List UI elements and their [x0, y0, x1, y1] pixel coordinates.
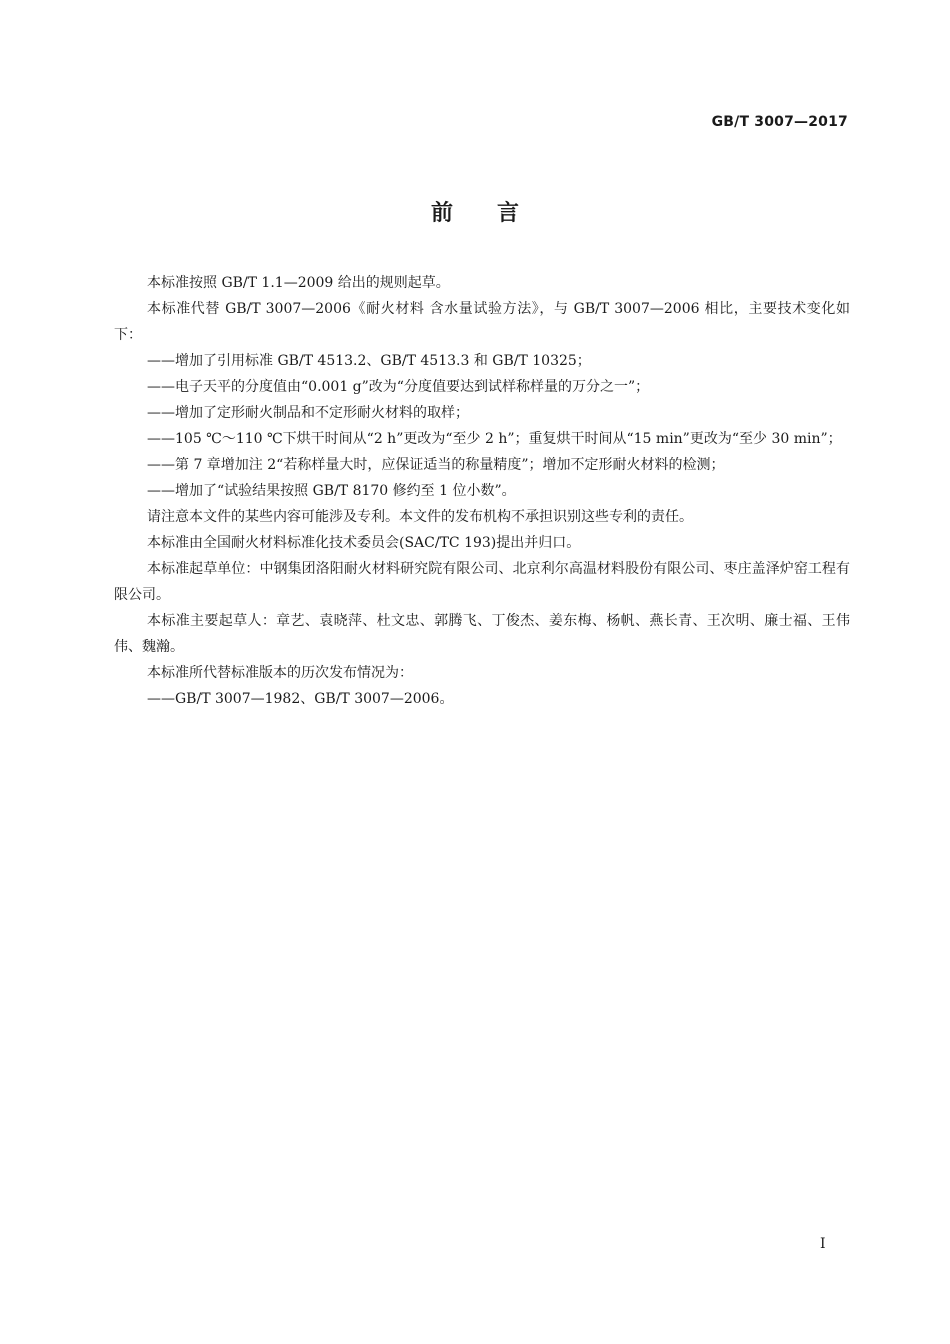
history-item-text: ——GB/T 3007—1982、GB/T 3007—2006。 [147, 691, 454, 707]
change-item-text: ——增加了定形耐火制品和不定形耐火材料的取样； [147, 405, 469, 421]
change-item-text: ——电子天平的分度值由“0.001 g”改为“分度值要达到试样称样量的万分之一”； [147, 379, 650, 395]
paragraph-drafters: 本标准主要起草人：章艺、袁晓萍、杜文忠、郭腾飞、丁俊杰、姜东梅、杨帆、燕长青、王次明、廉士福、王伟伟、魏瀚。 [114, 613, 850, 655]
paragraph-history: 本标准所代替标准版本的历次发布情况为： [147, 665, 413, 681]
change-item [114, 374, 850, 400]
change-item-text: ——第 7 章增加注 2“若称样量大时，应保证适当的称量精度”；增加不定形耐火材料的检测； [147, 457, 725, 473]
title-char-2: 言 [497, 201, 520, 226]
foreword-body [114, 270, 850, 712]
paragraph-committee: 本标准由全国耐火材料标准化技术委员会(SAC/TC 193)提出并归口。 [147, 535, 581, 551]
change-item [114, 478, 850, 504]
page-number: I [820, 1236, 826, 1252]
change-item [114, 400, 850, 426]
paragraph-patent-notice: 请注意本文件的某些内容可能涉及专利。本文件的发布机构不承担识别这些专利的责任。 [147, 509, 693, 525]
standard-code: GB/T 3007—2017 [711, 114, 848, 130]
paragraph-replacement: 本标准代替 GB/T 3007—2006《耐火材料 含水量试验方法》，与 GB/T 3007—2006 相比，主要技术变化如下： [114, 301, 850, 343]
title-char-1: 前 [430, 201, 453, 226]
change-item [114, 426, 850, 452]
change-item [114, 452, 850, 478]
history-item [114, 686, 850, 712]
change-item-text: ——105 ℃～110 ℃下烘干时间从“2 h”更改为“至少 2 h”；重复烘干时间从“15 min”更改为“至少 30 min”； [147, 431, 842, 447]
change-item-text: ——增加了引用标准 GB/T 4513.2、GB/T 4513.3 和 GB/T 10325； [147, 353, 591, 369]
paragraph-drafting-units: 本标准起草单位：中钢集团洛阳耐火材料研究院有限公司、北京利尔高温材料股份有限公司、枣庄盖泽炉窑工程有限公司。 [114, 561, 850, 603]
paragraph-drafting-rules: 本标准按照 GB/T 1.1—2009 给出的规则起草。 [147, 275, 450, 291]
change-item [114, 348, 850, 374]
page-title [0, 196, 950, 227]
change-item-text: ——增加了“试验结果按照 GB/T 8170 修约至 1 位小数”。 [147, 483, 516, 499]
